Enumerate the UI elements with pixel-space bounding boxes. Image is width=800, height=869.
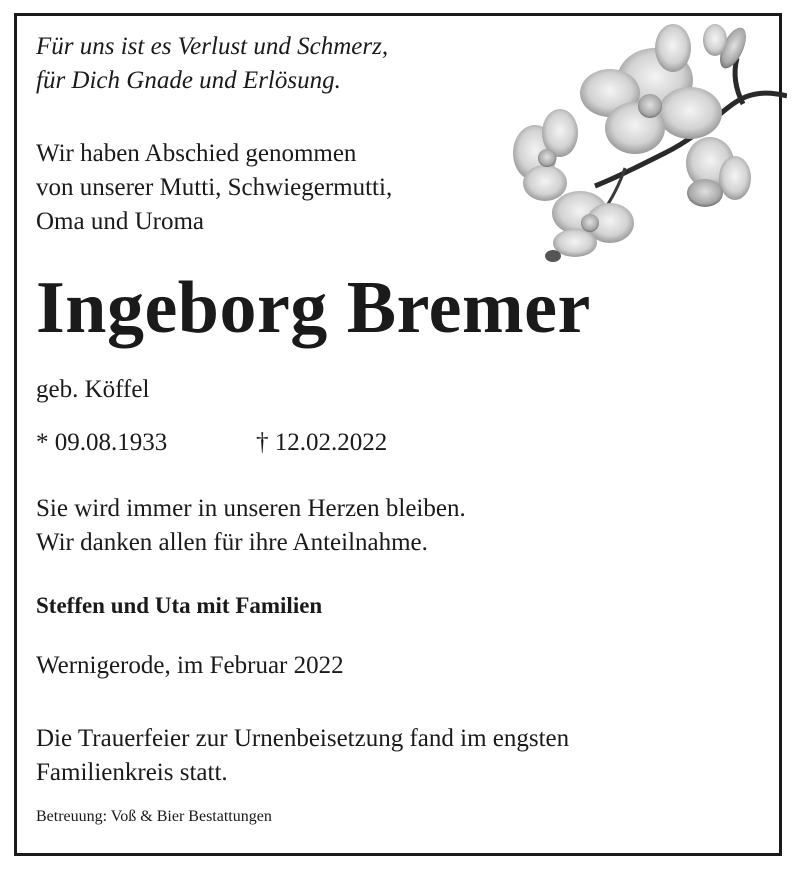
birth-date: * 09.08.1933: [36, 429, 168, 456]
message-line-2: Wir danken allen für ihre Anteilnahme.: [36, 529, 428, 556]
farewell-intro: [36, 137, 392, 239]
intro-line-2: von unserer Mutti, Schwiegermutti,: [36, 174, 393, 201]
service-line-1: Die Trauerfeier zur Urnenbeisetzung fand im engsten: [36, 725, 570, 752]
place-date: Wernigerode, im Februar 2022: [36, 652, 344, 679]
funeral-home-credit: Betreuung: Voß & Bier Bestattungen: [36, 808, 272, 825]
intro-line-3: Oma und Uroma: [36, 208, 205, 235]
poem: [36, 30, 388, 98]
family-signature: Steffen und Uta mit Familien: [36, 593, 323, 618]
life-dates: [36, 427, 388, 459]
funeral-service-note: [36, 722, 569, 790]
remembrance-message: [36, 492, 466, 560]
message-line-1: Sie wird immer in unseren Herzen bleiben.: [36, 495, 466, 522]
orchid-flower-icon: [505, 18, 787, 268]
service-line-2: Familienkreis statt.: [36, 759, 228, 786]
intro-line-1: Wir haben Abschied genommen: [36, 140, 357, 167]
poem-line-1: Für uns ist es Verlust und Schmerz,: [36, 33, 389, 60]
maiden-name: geb. Köffel: [36, 376, 150, 403]
poem-line-2: für Dich Gnade und Erlösung.: [36, 67, 341, 94]
death-date: † 12.02.2022: [256, 429, 388, 456]
deceased-name: Ingeborg Bremer: [36, 267, 591, 349]
